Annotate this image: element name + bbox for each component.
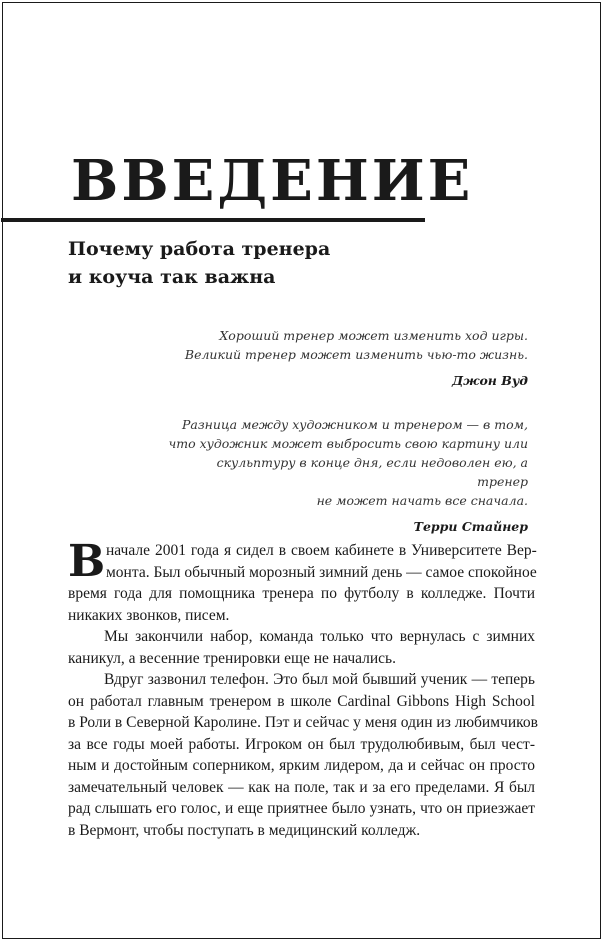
subtitle-line: и коуча так важна [68, 266, 276, 288]
dropcap-block [68, 536, 537, 587]
dropcap-lines [106, 540, 537, 583]
epigraph-author: Джон Вуд [452, 373, 528, 388]
drop-cap: В [68, 536, 106, 587]
paragraph-3 [68, 669, 538, 841]
epigraph-line: скульптуру в конце дня, если недоволен ею, а тренер [216, 455, 528, 489]
text-line: никаких звонков, писем. [68, 606, 230, 624]
text-line: в Вермонт, чтобы поступать в медицинский колледж. [68, 821, 421, 839]
chapter-subtitle [68, 235, 330, 291]
text-line: Вдруг зазвонил телефон. Это был мой бывший ученик — теперь [104, 671, 535, 688]
text-line: время года для помощника тренера по футболу в колледже. Почти [68, 585, 535, 602]
epigraph-line: не может начать все сначала. [316, 493, 528, 508]
epigraph-author: Терри Стайнер [413, 519, 528, 534]
text-line: ным и достойным соперником, ярким лидером, да и сейчас он просто [68, 757, 535, 774]
epigraph-line: Хороший тренер может изменить ход игры. [219, 328, 528, 343]
epigraph-line: что художник может выбросить свою картину или [168, 436, 528, 451]
text-line: за все годы моей работы. Игроком он был трудолюбивым, был чест- [68, 735, 535, 753]
body-text [68, 536, 538, 841]
text-line: каникул, а весенние тренировки еще не начались. [68, 649, 397, 667]
chapter-title: ВВЕДЕНИЕ [71, 148, 474, 214]
text-line: замечательный человек — как на поле, так и за его пределами. Я был [68, 778, 535, 796]
text-line: Мы закончили набор, команда только что вернулась с зимних [104, 628, 535, 645]
text-line: рад слышать его голос, и еще приятнее было узнать, что он приезжает [68, 800, 535, 817]
epigraph-line: Великий тренер может изменить чью-то жизнь. [184, 347, 528, 362]
paragraph-1 [68, 536, 537, 626]
book-page [2, 2, 601, 939]
epigraph-wood [168, 326, 528, 390]
title-rule [1, 218, 425, 222]
text-line: монта. Был обычный морозный зимний день — самое спокойное [106, 563, 537, 581]
text-line: он работал главным тренером в школе Cardinal Gibbons High School [68, 692, 535, 710]
paragraph-2 [68, 626, 535, 669]
text-line: в Роли в Северной Каролине. Пэт и сейчас у меня один из любимчиков [68, 714, 538, 731]
subtitle-line: Почему работа тренера [68, 238, 331, 260]
text-line: начале 2001 года я сидел в своем кабинете в Университете Вер- [106, 542, 537, 559]
epigraph-steiner [168, 415, 528, 536]
epigraph-line: Разница между художником и тренером — в том, [181, 417, 528, 432]
